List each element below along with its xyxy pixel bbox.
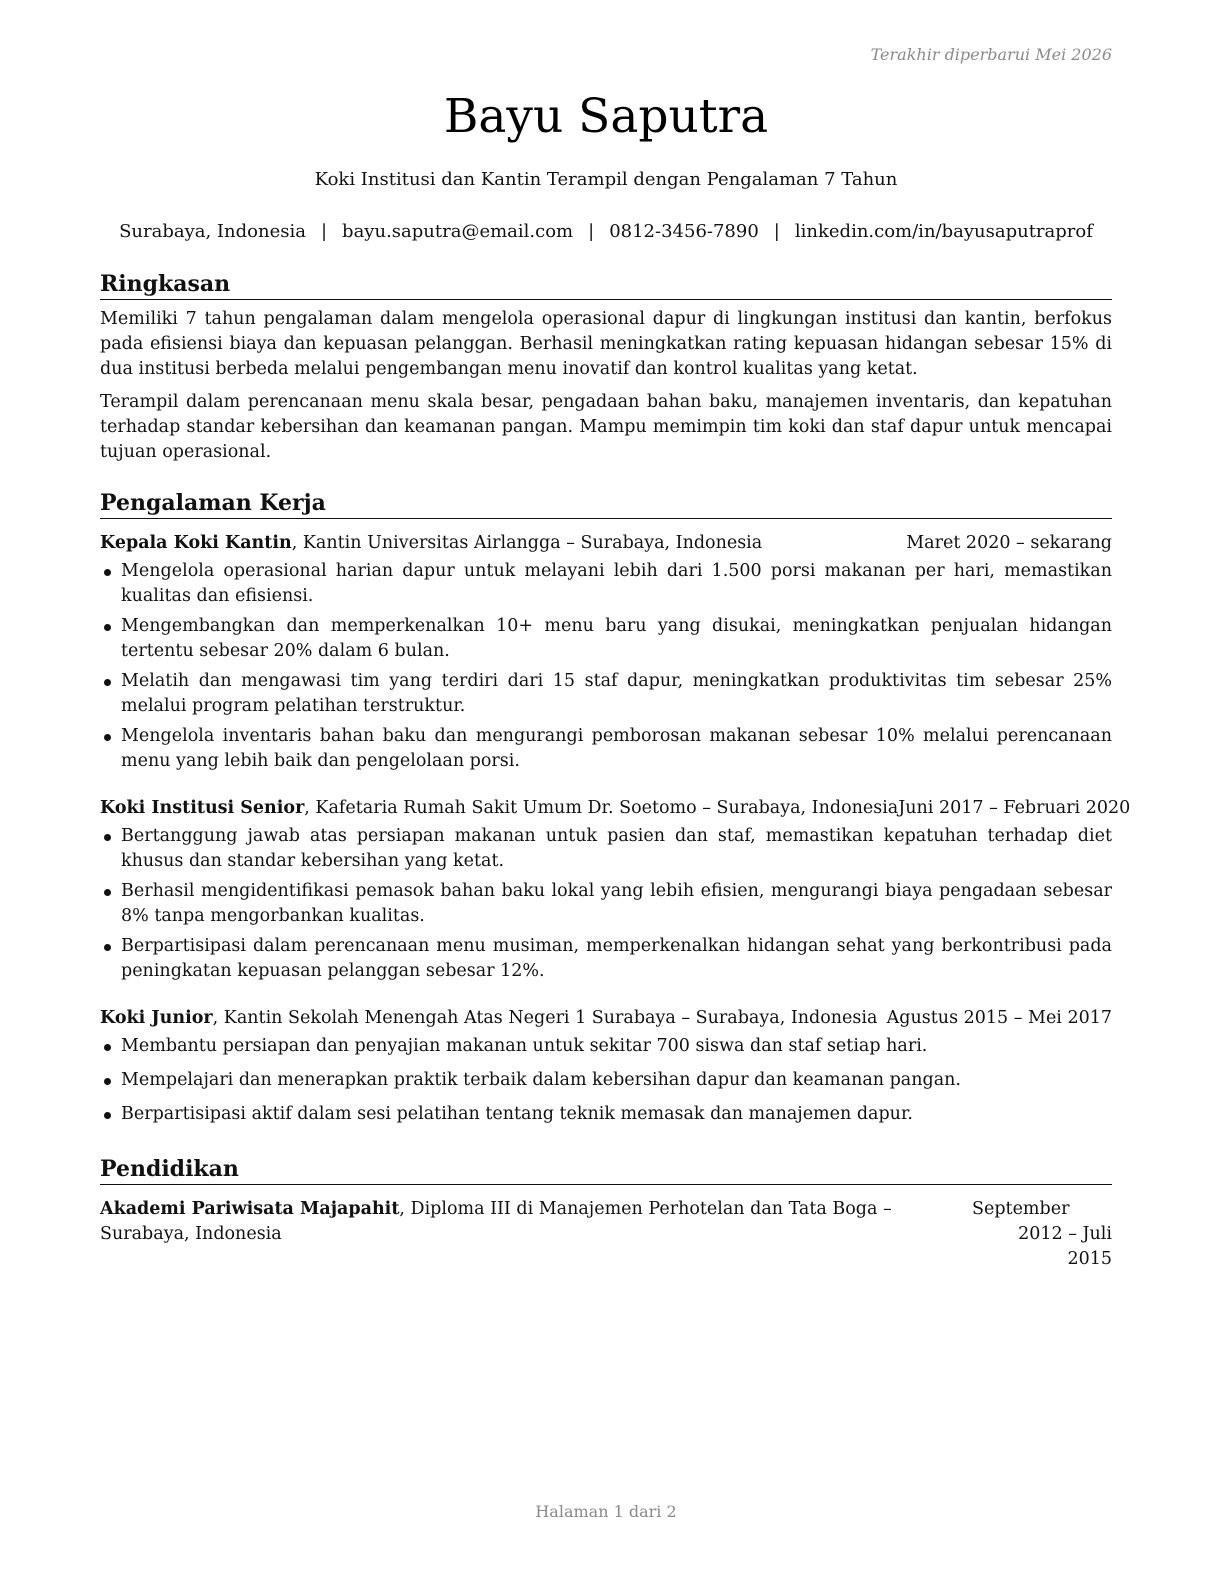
- candidate-name: Bayu Saputra: [443, 89, 769, 144]
- list-item: Mengelola operasional harian dapur untuk melayani lebih dari 1.500 porsi makanan per hari, memastikan kualitas dan efisiensi.: [100, 559, 1112, 609]
- job-dates: Maret 2020 – sekarang: [906, 533, 1112, 553]
- summary-section: [100, 270, 1112, 465]
- list-item: Mengelola inventaris bahan baku dan mengurangi pemborosan makanan sebesar 10% melalui perencanaan menu yang lebih baik dan pengelolaan porsi.: [100, 724, 1112, 774]
- last-updated-note: Terakhir diperbarui Mei 2026: [870, 45, 1112, 64]
- education-dates-line: September 2012 – Juli: [972, 1199, 1112, 1244]
- job-dates: Juni 2017 – Februari 2020: [898, 798, 1131, 818]
- job-bullets: [100, 824, 1112, 984]
- education-section: [100, 1155, 1112, 1272]
- education-dates-line: 2015: [1067, 1249, 1112, 1269]
- contact-location: Surabaya, Indonesia: [119, 221, 306, 242]
- job-header: [100, 1006, 1112, 1031]
- contact-linkedin[interactable]: linkedin.com/in/bayusaputraprof: [794, 221, 1093, 242]
- contact-separator: |: [588, 221, 595, 242]
- list-item: Mempelajari dan menerapkan praktik terbaik dalam kebersihan dapur dan keamanan pangan.: [100, 1068, 1112, 1093]
- education-description: [100, 1197, 972, 1272]
- job-entry: [100, 796, 1131, 984]
- contact-separator: |: [773, 221, 780, 242]
- list-item: Mengembangkan dan memperkenalkan 10+ menu baru yang disukai, meningkatkan penjualan hidangan tertentu sebesar 20% dalam 6 bulan.: [100, 614, 1112, 664]
- list-item: Membantu persiapan dan penyajian makanan untuk sekitar 700 siswa dan staf setiap hari.: [100, 1034, 1112, 1059]
- job-header: [100, 531, 1112, 556]
- job-place: , Kantin Universitas Airlangga – Surabaya, Indonesia: [291, 533, 763, 553]
- job-role: Kepala Koki Kantin: [100, 533, 292, 553]
- summary-paragraph: Terampil dalam perencanaan menu skala besar, pengadaan bahan baku, manajemen inventaris, dan kepatuhan terhadap standar kebersihan dan keamanan pangan. Mampu memimpin tim koki dan staf dapur untuk mencapai tujuan operasional.: [100, 392, 1112, 462]
- contact-email[interactable]: bayu.saputra@email.com: [342, 221, 574, 242]
- job-bullets: [100, 1034, 1112, 1127]
- job-bullets: [100, 559, 1112, 774]
- list-item: Berpartisipasi aktif dalam sesi pelatihan tentang teknik memasak dan manajemen dapur.: [100, 1102, 1112, 1127]
- job-header: [100, 796, 1131, 821]
- list-item: Berhasil mengidentifikasi pemasok bahan baku lokal yang lebih efisien, mengurangi biaya pengadaan sebesar 8% tanpa mengorbankan kualitas.: [100, 879, 1112, 929]
- section-title: Pengalaman Kerja: [100, 489, 1112, 519]
- job-dates: Agustus 2015 – Mei 2017: [886, 1008, 1112, 1028]
- summary-paragraph: Memiliki 7 tahun pengalaman dalam mengelola operasional dapur di lingkungan institusi dan kantin, berfokus pada efisiensi biaya dan kepuasan pelanggan. Berhasil meningkatkan rating kepuasan hidangan sebesar 15% di dua institusi berbeda melalui pengembangan menu inovatif dan kontrol kualitas yang ketat.: [100, 309, 1112, 379]
- education-school: Akademi Pariwisata Majapahit: [100, 1199, 400, 1219]
- job-place: , Kafetaria Rumah Sakit Umum Dr. Soetomo – Surabaya, Indonesia: [304, 798, 899, 818]
- contact-separator: |: [320, 221, 328, 242]
- education-entry: [100, 1197, 1112, 1272]
- education-program: , Diploma III di Manajemen Perhotelan dan Tata Boga – Surabaya, Indonesia: [100, 1199, 892, 1244]
- section-title: Ringkasan: [100, 270, 1112, 300]
- resume-page: [100, 0, 1131, 1584]
- candidate-tagline: Koki Institusi dan Kantin Terampil dengan Pengalaman 7 Tahun: [314, 169, 898, 190]
- list-item: Bertanggung jawab atas persiapan makanan untuk pasien dan staf, memastikan kepatuhan terhadap diet khusus dan standar kebersihan yang ketat.: [100, 824, 1112, 874]
- list-item: Berpartisipasi dalam perencanaan menu musiman, memperkenalkan hidangan sehat yang berkontribusi pada peningkatan kepuasan pelanggan sebesar 12%.: [100, 934, 1112, 984]
- contact-phone: 0812-3456-7890: [609, 221, 759, 242]
- section-title: Pendidikan: [100, 1155, 1112, 1185]
- list-item: Melatih dan mengawasi tim yang terdiri dari 15 staf dapur, meningkatkan produktivitas tim sebesar 25% melalui program pelatihan terstruktur.: [100, 669, 1112, 719]
- page-number: Halaman 1 dari 2: [535, 1502, 677, 1521]
- job-entry: [100, 1006, 1112, 1127]
- education-dates: [972, 1197, 1112, 1272]
- contact-line: [100, 220, 1112, 244]
- experience-section: [100, 489, 1131, 1136]
- job-role: Koki Junior: [100, 1008, 213, 1028]
- job-entry: [100, 531, 1112, 774]
- job-role: Koki Institusi Senior: [100, 798, 305, 818]
- job-place: , Kantin Sekolah Menengah Atas Negeri 1 Surabaya – Surabaya, Indonesia: [212, 1008, 878, 1028]
